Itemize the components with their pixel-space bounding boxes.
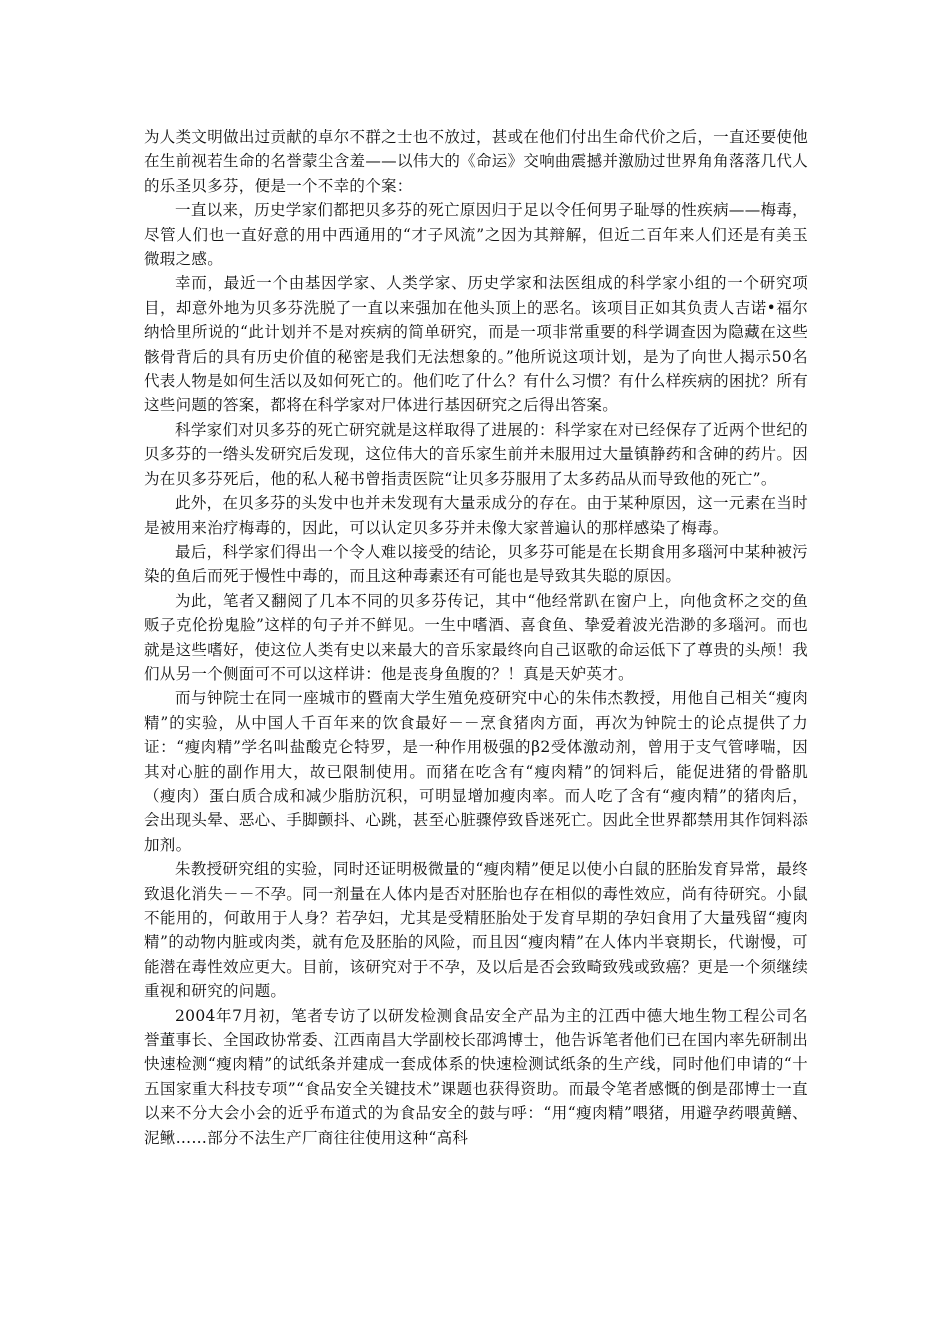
- paragraph-7: 为此，笔者又翻阅了几本不同的贝多芬传记，其中“他经常趴在窗户上，向他贪杯之交的鱼贩子克伦扮鬼脸”这样的句子并不鲜见。一生中嗜酒、喜食鱼、挚爱着波光浩渺的多瑙河。而也就是这些嗜好，使这位人类有史以来最大的音乐家最终向自己讴歌的命运低下了尊贵的头颅！我们从另一个侧面可不可以这样讲：他是丧身鱼腹的？！真是天妒英才。: [144, 591, 808, 683]
- paragraph-6: 最后，科学家们得出一个令人难以接受的结论，贝多芬可能是在长期食用多瑙河中某种被污染的鱼后而死于慢性中毒的，而且这种毒素还有可能也是导致其失聪的原因。: [144, 542, 808, 586]
- paragraph-4: 科学家们对贝多芬的死亡研究就是这样取得了进展的：科学家在对已经保存了近两个世纪的贝多芬的一绺头发研究后发现，这位伟大的音乐家生前并未服用过大量镇静药和含砷的药片。因为在贝多芬死后，他的私人秘书曾指责医院“让贝多芬服用了太多药品从而导致他的死亡”。: [144, 420, 808, 488]
- paragraph-1: 为人类文明做出过贡献的卓尔不群之士也不放过，甚或在他们付出生命代价之后，一直还要使他在生前视若生命的名誉蒙尘含羞——以伟大的《命运》交响曲震撼并激励过世界角角落落几代人的乐圣贝多芬，便是一个不幸的个案：: [144, 128, 808, 195]
- paragraph-10: 2004年7月初，笔者专访了以研发检测食品安全产品为主的江西中德大地生物工程公司名誉董事长、全国政协常委、江西南昌大学副校长邵鸿博士，他告诉笔者他们已在国内率先研制出快速检测“瘦肉精”的试纸条并建成一套成体系的快速检测试纸条的生产线，同时他们申请的“十五国家重大科技专项”“食品安全关键技术”课题也获得资助。而最令笔者感慨的倒是邵博士一直以来不分大会小会的近乎布道式的为食品安全的鼓与呼：“用“瘦肉精”喂猪，用避孕药喂黄鳝、泥鳅……部分不法生产厂商往往使用这种“高科: [144, 1006, 808, 1147]
- paragraph-9: 朱教授研究组的实验，同时还证明极微量的“瘦肉精”便足以使小白鼠的胚胎发育异常，最终致退化消失－－不孕。同一剂量在人体内是否对胚胎也存在相似的毒性效应，尚有待研究。小鼠不能用的，何敢用于人身？若孕妇，尤其是受精胚胎处于发育早期的孕妇食用了大量残留“瘦肉精”的动物内脏或肉类，就有危及胚胎的风险，而且因“瘦肉精”在人体内半衰期长，代谢慢，可能潜在毒性效应更大。目前，该研究对于不孕，及以后是否会致畸致残或致癌？更是一个须继续重视和研究的问题。: [144, 860, 808, 1001]
- paragraph-2: 一直以来，历史学家们都把贝多芬的死亡原因归于足以令任何男子耻辱的性疾病——梅毒，尽管人们也一直好意的用中西通用的“才子风流”之因为其辩解，但近二百年来人们还是有美玉微瑕之感。: [144, 201, 808, 269]
- document-page: [144, 125, 808, 1150]
- paragraph-3: 幸而，最近一个由基因学家、人类学家、历史学家和法医组成的科学家小组的一个研究项目，却意外地为贝多芬洗脱了一直以来强加在他头顶上的恶名。该项目正如其负责人吉诺•福尔纳恰里所说的“此计划并不是对疾病的简单研究，而是一项非常重要的科学调查因为隐藏在这些骸骨背后的具有历史价值的秘密是我们无法想象的。”他所说这项计划，是为了向世人揭示50名代表人物是如何生活以及如何死亡的。他们吃了什么？有什么习惯？有什么样疾病的困扰？所有这些问题的答案，都将在科学家对尸体进行基因研究之后得出答案。: [144, 274, 808, 415]
- paragraph-5: 此外，在贝多芬的头发中也并未发现有大量汞成分的存在。由于某种原因，这一元素在当时是被用来治疗梅毒的，因此，可以认定贝多芬并未像大家普遍认的那样感染了梅毒。: [144, 494, 808, 537]
- paragraph-8: 而与钟院士在同一座城市的暨南大学生殖免疫研究中心的朱伟杰教授，用他自己相关“瘦肉精”的实验，从中国人千百年来的饮食最好－－烹食猪肉方面，再次为钟院士的论点提供了力证：“瘦肉精”学名叫盐酸克仑特罗，是一种作用极强的β2受体激动剂，曾用于支气管哮喘，因其对心脏的副作用大，故已限制使用。而猪在吃含有“瘦肉精”的饲料后，能促进猪的骨骼肌（瘦肉）蛋白质合成和减少脂肪沉积，可明显增加瘦肉率。而人吃了含有“瘦肉精”的猪肉后，会出现头晕、恶心、手脚颤抖、心跳，甚至心脏骤停致昏迷死亡。因此全世界都禁用其作饲料添加剂。: [144, 689, 808, 854]
